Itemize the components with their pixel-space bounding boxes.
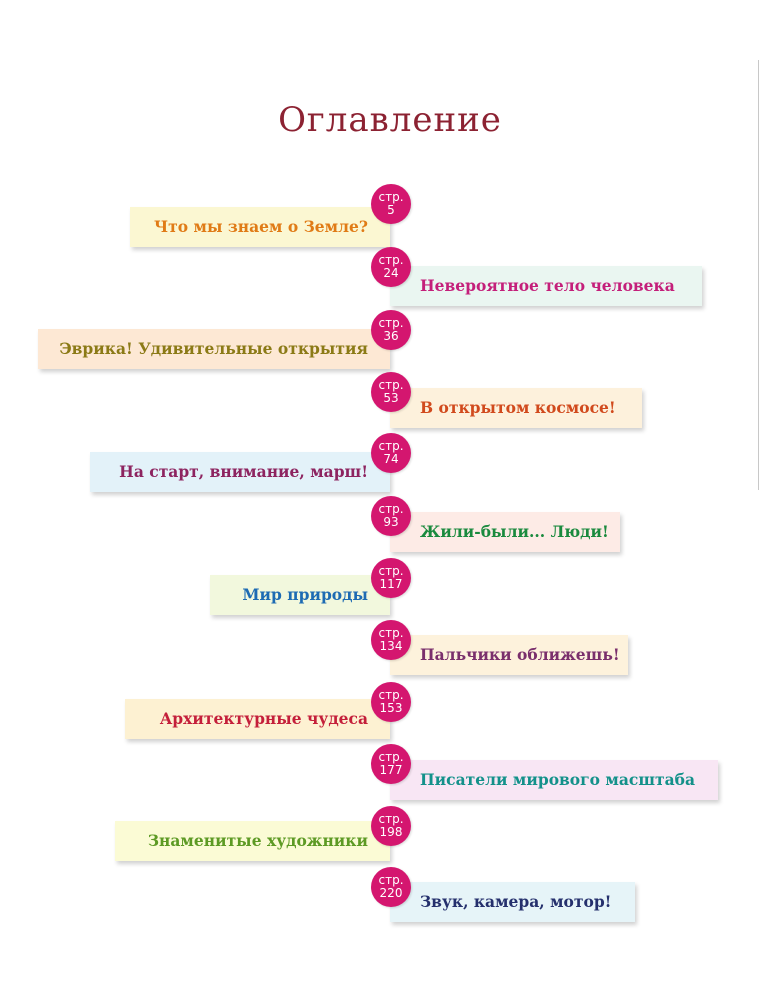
toc-entry-title: Невероятное тело человека bbox=[420, 276, 675, 295]
page-number-badge bbox=[371, 184, 411, 224]
page-number-badge bbox=[371, 433, 411, 473]
page-number: 220 bbox=[379, 886, 403, 900]
toc-entry-title: Писатели мирового масштаба bbox=[420, 770, 696, 789]
page-number: 177 bbox=[379, 763, 403, 777]
page-prefix-label: стр. bbox=[378, 564, 404, 578]
page-number-badge bbox=[371, 496, 411, 536]
toc-entry bbox=[390, 882, 635, 922]
page-title: Оглавление bbox=[278, 100, 502, 140]
page-number-badge bbox=[371, 558, 411, 598]
toc-entry-title: На старт, внимание, марш! bbox=[119, 462, 368, 481]
toc-entry bbox=[390, 388, 642, 428]
toc-entry-title: Знаменитые художники bbox=[147, 831, 368, 850]
page-number-badge bbox=[371, 682, 411, 722]
toc-entry bbox=[390, 760, 718, 800]
page-number-badge bbox=[371, 806, 411, 846]
toc-entry-title: Эврика! Удивительные открытия bbox=[59, 339, 368, 358]
toc-entry-title: Что мы знаем о Земле? bbox=[153, 217, 368, 236]
page-number: 198 bbox=[379, 825, 403, 839]
page-number: 93 bbox=[383, 515, 399, 529]
page-number-badge bbox=[371, 247, 411, 287]
page-number: 53 bbox=[383, 391, 399, 405]
page-number: 5 bbox=[387, 203, 395, 217]
page-prefix-label: стр. bbox=[378, 253, 404, 267]
toc-entry-title: Жили-были... Люди! bbox=[420, 522, 609, 541]
page-prefix-label: стр. bbox=[378, 378, 404, 392]
toc-entry bbox=[390, 512, 620, 552]
page-prefix-label: стр. bbox=[378, 626, 404, 640]
page-number: 153 bbox=[379, 701, 403, 715]
page-prefix-label: стр. bbox=[378, 502, 404, 516]
page-prefix-label: стр. bbox=[378, 316, 404, 330]
page-prefix-label: стр. bbox=[378, 812, 404, 826]
toc-entry-title: В открытом космосе! bbox=[420, 398, 616, 417]
page-number-badge bbox=[371, 744, 411, 784]
toc-entry bbox=[390, 635, 628, 675]
page-prefix-label: стр. bbox=[378, 750, 404, 764]
toc-entry-title: Звук, камера, мотор! bbox=[420, 892, 612, 911]
toc-entry-title: Пальчики оближешь! bbox=[420, 645, 620, 664]
toc-entry bbox=[38, 329, 390, 369]
page-number-badge bbox=[371, 867, 411, 907]
page-prefix-label: стр. bbox=[378, 439, 404, 453]
page-number: 36 bbox=[383, 329, 399, 343]
toc-entry bbox=[130, 207, 390, 247]
toc-entry bbox=[125, 699, 390, 739]
page-prefix-label: стр. bbox=[378, 688, 404, 702]
page-number-badge bbox=[371, 620, 411, 660]
page-number: 74 bbox=[383, 452, 399, 466]
toc-entry bbox=[115, 821, 390, 861]
page-number: 117 bbox=[379, 577, 403, 591]
page-prefix-label: стр. bbox=[378, 190, 404, 204]
page-prefix-label: стр. bbox=[378, 873, 404, 887]
page-number: 24 bbox=[383, 266, 399, 280]
toc-entry bbox=[90, 452, 390, 492]
toc-entry bbox=[390, 266, 702, 306]
toc-entry bbox=[210, 575, 390, 615]
page-number: 134 bbox=[379, 639, 403, 653]
toc-entry-title: Архитектурные чудеса bbox=[159, 709, 368, 728]
toc-entry-title: Мир природы bbox=[242, 585, 368, 604]
page-number-badge bbox=[371, 372, 411, 412]
page-number-badge bbox=[371, 310, 411, 350]
